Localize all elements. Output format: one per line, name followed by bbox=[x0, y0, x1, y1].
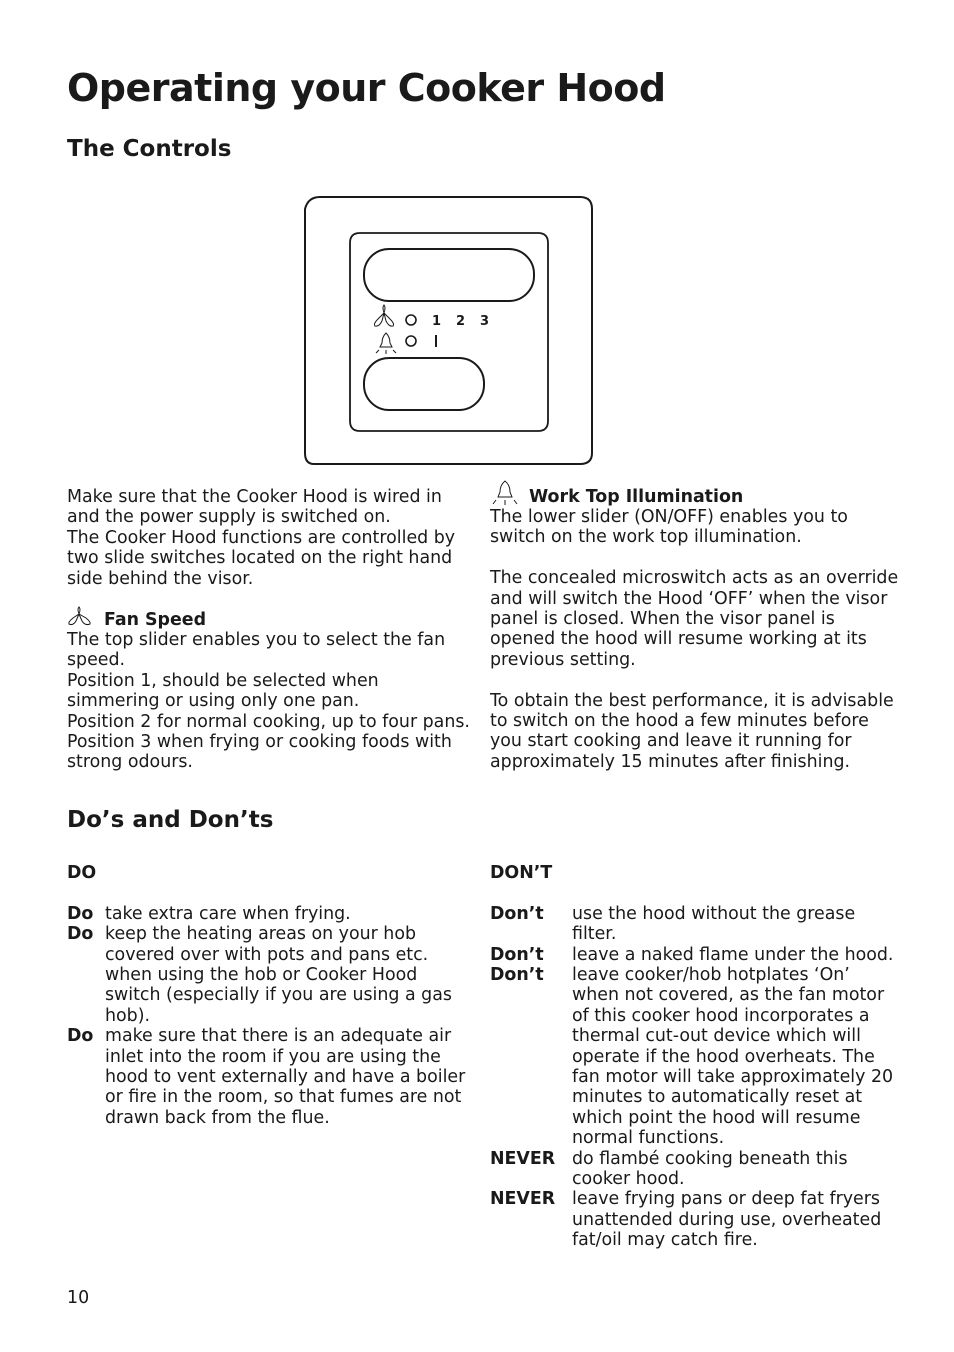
panel-fan-icon bbox=[374, 305, 393, 326]
never-term: NEVER bbox=[490, 1189, 556, 1210]
fan-speed-heading: Fan Speed bbox=[104, 609, 207, 630]
dont-line: filter. bbox=[572, 924, 617, 945]
performance-line: to switch on the hood a few minutes before bbox=[490, 711, 869, 732]
do-item bbox=[67, 904, 467, 924]
performance-line: you start cooking and leave it running for bbox=[490, 731, 852, 752]
illumination-line: switch on the work top illumination. bbox=[490, 527, 802, 548]
microswitch-line: previous setting. bbox=[490, 649, 636, 670]
dos-donts-heading: Do’s and Don’ts bbox=[67, 807, 274, 833]
intro-line: side behind the visor. bbox=[67, 568, 254, 589]
never-term: NEVER bbox=[490, 1148, 556, 1169]
panel-outer-frame bbox=[305, 197, 592, 464]
illumination-section bbox=[490, 479, 900, 772]
do-line: make sure that there is an adequate air bbox=[105, 1026, 452, 1047]
dont-line: minutes to automatically reset at bbox=[572, 1087, 863, 1108]
do-line: drawn back from the flue. bbox=[105, 1107, 330, 1128]
fan-position-3: 3 bbox=[480, 314, 490, 329]
do-line: or fire in the room, so that fumes are not bbox=[105, 1087, 462, 1108]
fan-slider bbox=[364, 249, 534, 301]
dont-item bbox=[490, 1149, 900, 1190]
fan-speed-line: The top slider enables you to select the fan bbox=[67, 630, 446, 650]
fan-speed-section bbox=[67, 604, 470, 773]
dont-item bbox=[490, 965, 900, 1149]
controls-heading: The Controls bbox=[67, 136, 232, 162]
dont-line: leave a naked flame under the hood. bbox=[572, 944, 894, 965]
fan-speed-line: simmering or using only one pan. bbox=[67, 691, 360, 712]
illumination-heading: Work Top Illumination bbox=[529, 486, 744, 507]
fan-position-1: 1 bbox=[432, 314, 442, 329]
fan-speed-line: strong odours. bbox=[67, 752, 193, 773]
intro-line: two slide switches located on the right hand bbox=[67, 548, 453, 569]
do-section bbox=[67, 863, 467, 1128]
dont-term: Don’t bbox=[490, 903, 544, 924]
panel-light-icon bbox=[376, 333, 396, 354]
do-term: Do bbox=[67, 924, 94, 945]
dont-item bbox=[490, 1189, 900, 1250]
fan-speed-line: Position 1, should be selected when bbox=[67, 670, 379, 691]
dont-line: fan motor will take approximately 20 bbox=[572, 1067, 894, 1088]
dont-line: operate if the hood overheats. The bbox=[572, 1046, 875, 1067]
do-line: hob). bbox=[105, 1005, 151, 1026]
dont-line: which point the hood will resume bbox=[572, 1107, 861, 1128]
fan-speed-line: Position 2 for normal cooking, up to four pans. bbox=[67, 711, 470, 732]
performance-line: To obtain the best performance, it is advisable bbox=[490, 690, 894, 711]
dont-term: Don’t bbox=[490, 965, 544, 986]
do-item bbox=[67, 1026, 467, 1128]
light-slider bbox=[364, 358, 484, 410]
do-line: take extra care when frying. bbox=[105, 903, 351, 924]
dont-line: cooker hood. bbox=[572, 1169, 685, 1190]
fan-icon bbox=[67, 606, 97, 630]
fan-position-0-marker bbox=[406, 315, 416, 325]
do-heading: DO bbox=[67, 863, 97, 883]
intro-line: The Cooker Hood functions are controlled by bbox=[67, 527, 456, 548]
dont-line: normal functions. bbox=[572, 1128, 725, 1149]
do-line: inlet into the room if you are using the bbox=[105, 1046, 441, 1067]
microswitch-line: The concealed microswitch acts as an override bbox=[490, 568, 899, 589]
illumination-line: The lower slider (ON/OFF) enables you to bbox=[490, 507, 848, 527]
dont-line: use the hood without the grease bbox=[572, 903, 856, 924]
microswitch-line: and will switch the Hood ‘OFF’ when the visor bbox=[490, 588, 888, 609]
do-line: hood to vent externally and have a boiler bbox=[105, 1067, 466, 1088]
dont-term: Don’t bbox=[490, 944, 544, 965]
dont-item bbox=[490, 904, 900, 945]
dont-heading: DON’T bbox=[490, 863, 553, 883]
dont-section bbox=[490, 863, 900, 1251]
dont-item bbox=[490, 945, 900, 965]
dont-line: leave frying pans or deep fat fryers bbox=[572, 1189, 880, 1210]
control-panel-diagram bbox=[302, 195, 594, 467]
panel-inner-frame bbox=[350, 233, 548, 431]
microswitch-line: panel is closed. When the visor panel is bbox=[490, 609, 835, 630]
fan-speed-line: speed. bbox=[67, 650, 126, 671]
controls-intro bbox=[67, 487, 467, 589]
do-line: switch (especially if you are using a gas bbox=[105, 985, 452, 1006]
light-bulb-icon bbox=[490, 479, 522, 507]
dont-line: leave cooker/hob hotplates ‘On’ bbox=[572, 965, 850, 986]
page-title: Operating your Cooker Hood bbox=[67, 66, 666, 110]
dont-line: unattended during use, overheated bbox=[572, 1209, 882, 1230]
do-term: Do bbox=[67, 903, 94, 924]
dont-line: fat/oil may catch fire. bbox=[572, 1230, 758, 1251]
dont-line: when not covered, as the fan motor bbox=[572, 985, 885, 1006]
page-number: 10 bbox=[67, 1288, 90, 1308]
dont-line: thermal cut-out device which will bbox=[572, 1026, 861, 1047]
do-item bbox=[67, 924, 467, 1026]
do-line: keep the heating areas on your hob bbox=[105, 924, 416, 945]
performance-line: approximately 15 minutes after finishing. bbox=[490, 751, 851, 772]
fan-position-2: 2 bbox=[456, 314, 466, 329]
do-term: Do bbox=[67, 1026, 94, 1047]
intro-line: Make sure that the Cooker Hood is wired in bbox=[67, 487, 442, 507]
light-position-off-marker bbox=[406, 336, 416, 346]
microswitch-line: opened the hood will resume working at its bbox=[490, 629, 867, 650]
dont-line: of this cooker hood incorporates a bbox=[572, 1005, 870, 1026]
dont-line: do flambé cooking beneath this bbox=[572, 1148, 848, 1169]
intro-line: and the power supply is switched on. bbox=[67, 507, 391, 528]
do-line: covered over with pots and pans etc. bbox=[105, 944, 429, 965]
do-line: when using the hob or Cooker Hood bbox=[105, 965, 418, 986]
fan-speed-line: Position 3 when frying or cooking foods with bbox=[67, 732, 452, 753]
